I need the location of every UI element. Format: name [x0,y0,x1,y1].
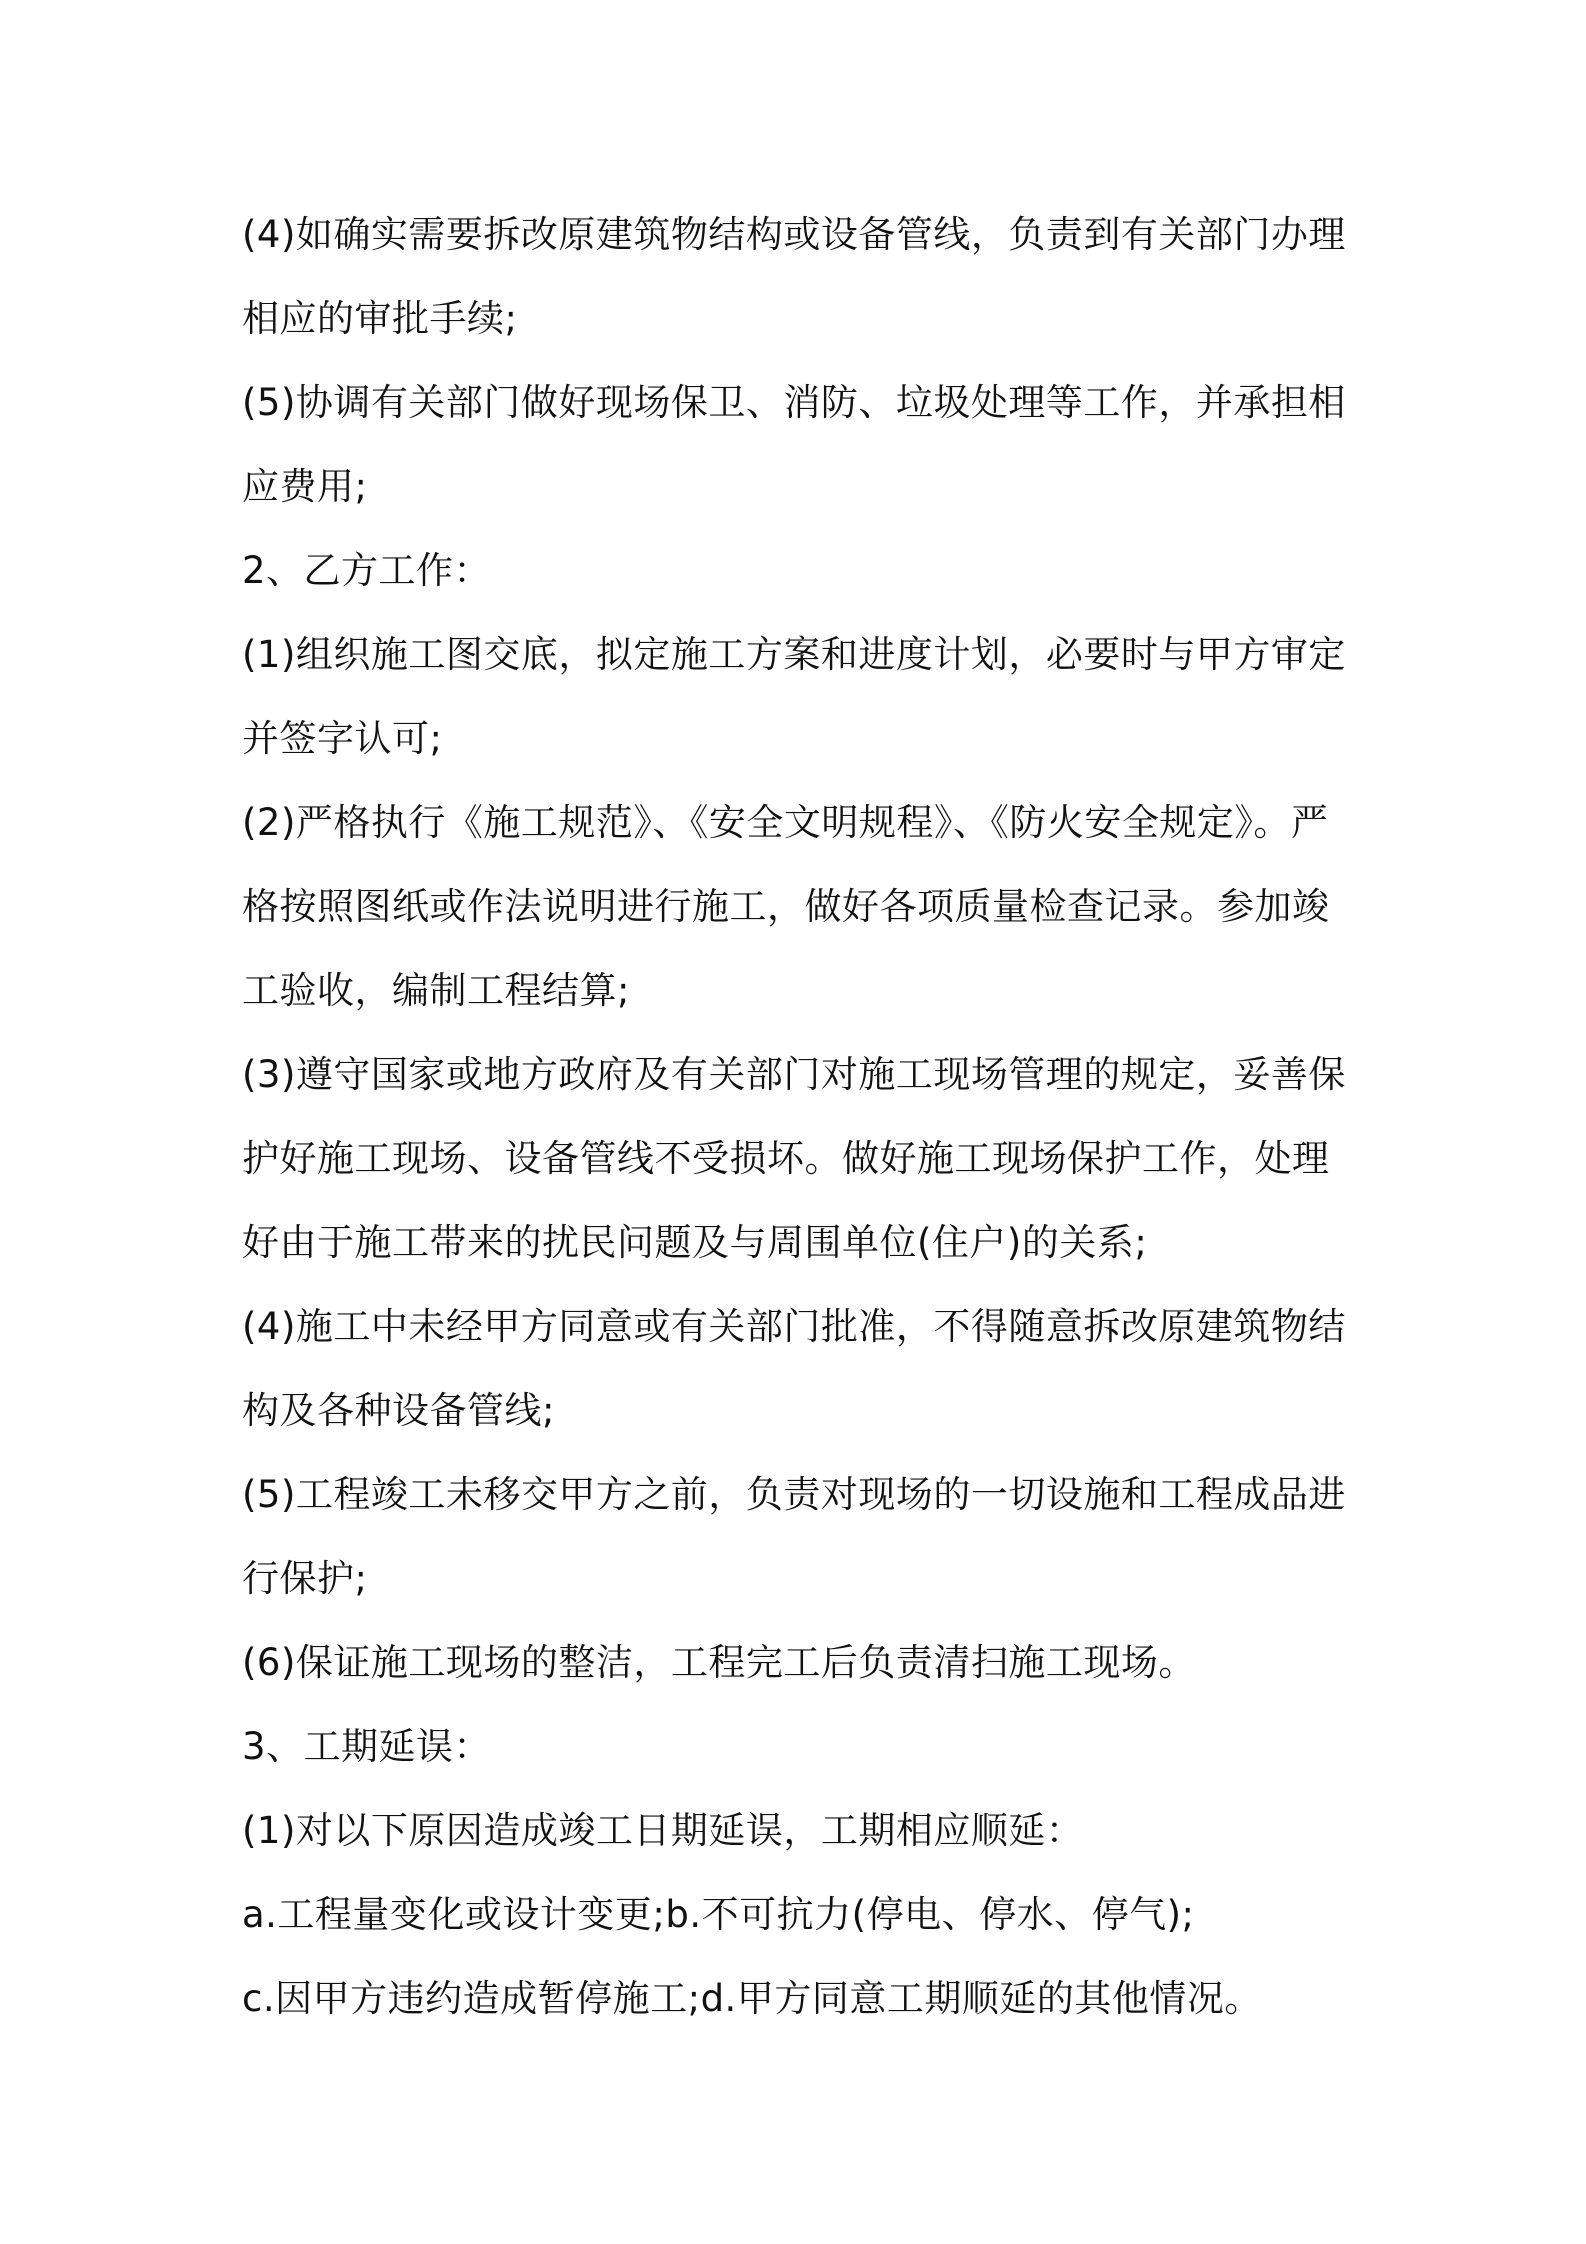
paragraph-party-a-item-5: (5)协调有关部门做好现场保卫、消防、垃圾处理等工作，并承担相应费用; [242,381,1346,508]
paragraph-party-b-item-6: (6)保证施工现场的整洁，工程完工后负责清扫施工现场。 [242,1641,1196,1684]
paragraph-party-b-item-3: (3)遵守国家或地方政府及有关部门对施工现场管理的规定，妥善保护好施工现场、设备管线不受损坏。做好施工现场保护工作，处理好由于施工带来的扰民问题及与周围单位(住户)的关系; [242,1053,1346,1264]
section-heading-delay: 3、工期延误： [242,1725,492,1768]
paragraph-delay-reasons-cd: c.因甲方违约造成暂停施工;d.甲方同意工期顺延的其他情况。 [242,1977,1262,2020]
paragraph-delay-reasons-ab: a.工程量变化或设计变更;b.不可抗力(停电、停水、停气); [242,1893,1195,1936]
paragraph-party-a-item-4: (4)如确实需要拆改原建筑物结构或设备管线，负责到有关部门办理相应的审批手续; [242,213,1346,340]
paragraph-delay-item-1: (1)对以下原因造成竣工日期延误，工期相应顺延： [242,1809,1084,1852]
paragraph-party-b-item-5: (5)工程竣工未移交甲方之前，负责对现场的一切设施和工程成品进行保护; [242,1473,1346,1600]
paragraph-party-b-item-4: (4)施工中未经甲方同意或有关部门批准，不得随意拆改原建筑物结构及各种设备管线; [242,1305,1346,1432]
section-heading-party-b-work: 2、乙方工作： [242,549,492,592]
paragraph-party-b-item-2: (2)严格执行《施工规范》、《安全文明规程》、《防火安全规定》。严格按照图纸或作法说明进行施工，做好各项质量检查记录。参加竣工验收，编制工程结算; [242,801,1330,1012]
paragraph-party-b-item-1: (1)组织施工图交底，拟定施工方案和进度计划，必要时与甲方审定并签字认可; [242,633,1346,760]
document-body [242,193,1362,2041]
